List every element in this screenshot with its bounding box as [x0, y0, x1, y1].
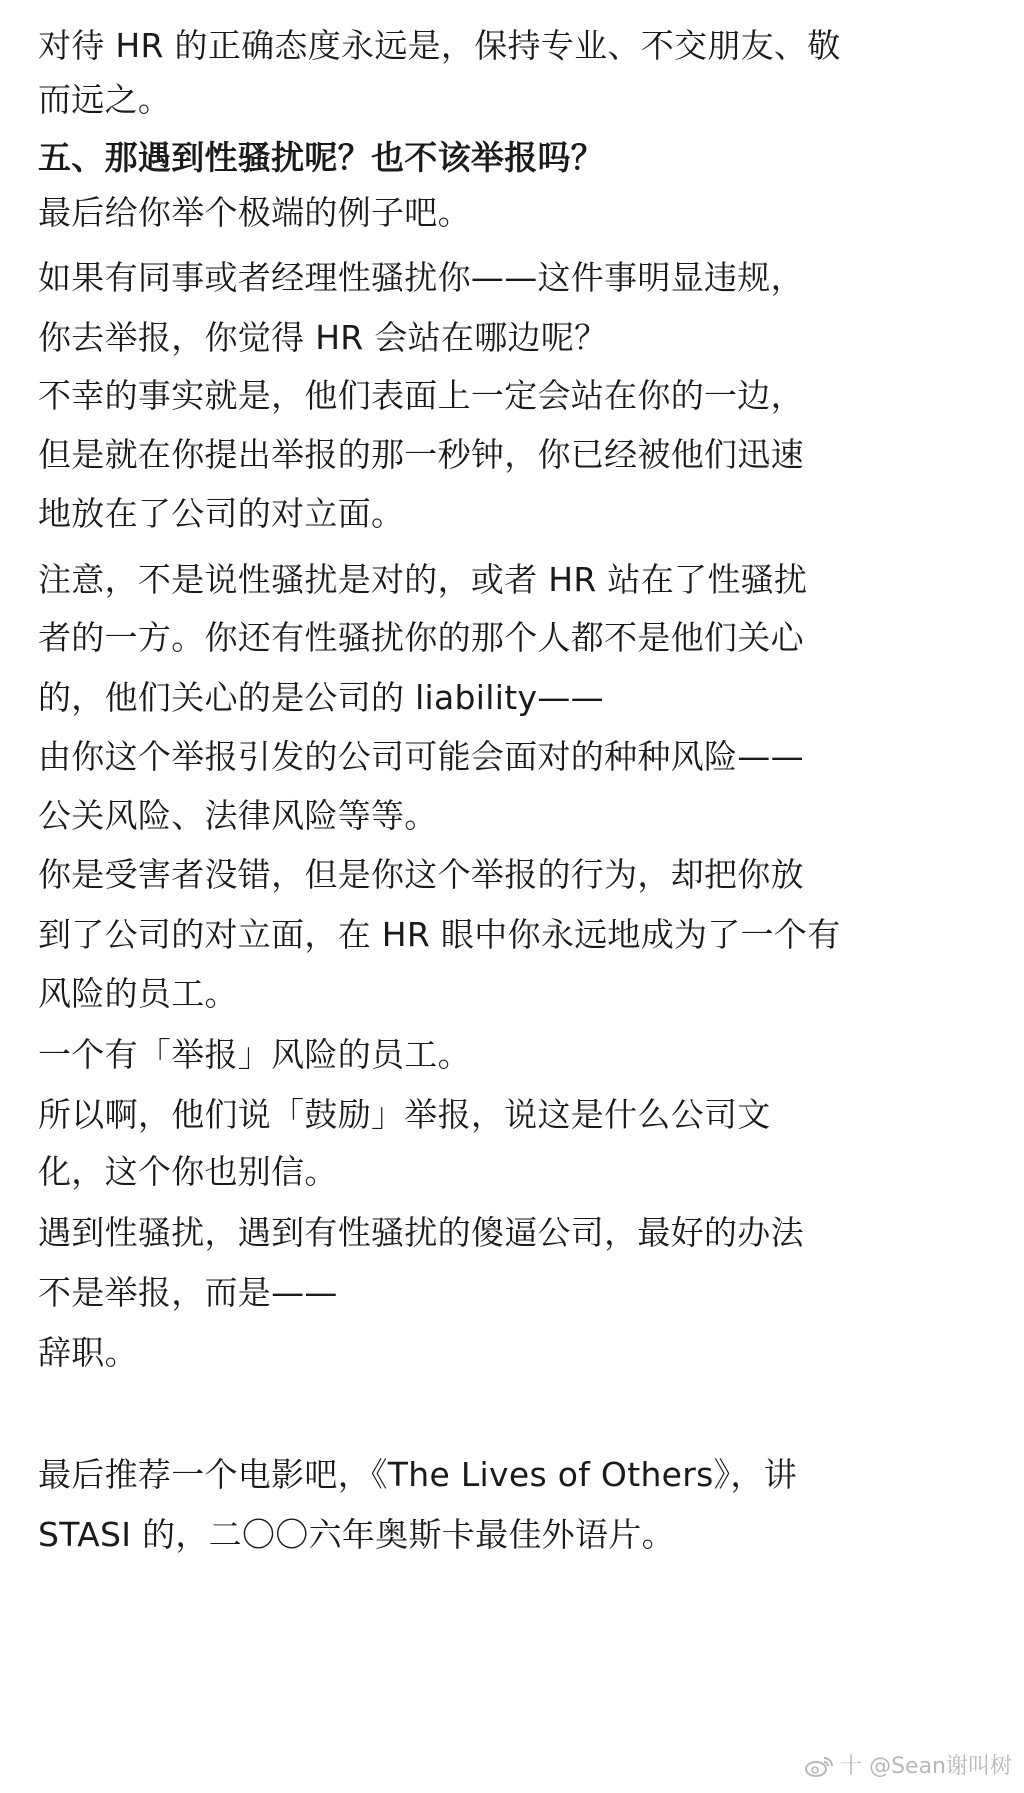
text-line: 一个有「举报」风险的员工。	[38, 1035, 471, 1074]
section-heading: 五、那遇到性骚扰呢？也不该举报吗？	[38, 138, 605, 177]
text-line: 最后给你举个极端的例子吧。	[38, 193, 471, 232]
text-line: 者的一方。你还有性骚扰你的那个人都不是他们关心	[38, 618, 804, 657]
text-line: 风险的员工。	[38, 974, 238, 1013]
text-line: 如果有同事或者经理性骚扰你——这件事明显违规，	[38, 258, 804, 297]
text-line: 地放在了公司的对立面。	[38, 494, 405, 533]
text-line: 遇到性骚扰，遇到有性骚扰的傻逼公司，最好的办法	[38, 1213, 804, 1252]
watermark	[804, 1752, 1012, 1782]
text-line: 最后推荐一个电影吧，《The Lives of Others》，讲	[38, 1455, 798, 1494]
text-line: 到了公司的对立面，在 HR 眼中你永远地成为了一个有	[38, 915, 841, 954]
weibo-logo-icon	[804, 1755, 834, 1779]
text-line: 而远之。	[38, 80, 172, 119]
text-line: 不幸的事实就是，他们表面上一定会站在你的一边，	[38, 376, 804, 415]
text-line: 不是举报，而是——	[38, 1273, 338, 1312]
text-line: 注意，不是说性骚扰是对的，或者 HR 站在了性骚扰	[38, 560, 808, 599]
text-line: STASI 的，二〇〇六年奥斯卡最佳外语片。	[38, 1515, 675, 1554]
text-line: 你去举报，你觉得 HR 会站在哪边呢？	[38, 318, 608, 357]
text-line: 的，他们关心的是公司的 liability——	[38, 678, 604, 717]
text-line: 但是就在你提出举报的那一秒钟，你已经被他们迅速	[38, 435, 804, 474]
text-line: 所以啊，他们说「鼓励」举报，说这是什么公司文	[38, 1095, 771, 1134]
text-line: 由你这个举报引发的公司可能会面对的种种风险——	[38, 737, 804, 776]
text-line: 辞职。	[38, 1333, 138, 1372]
watermark-text: 十 @Sean谢叫树	[840, 1754, 1012, 1779]
text-line: 你是受害者没错，但是你这个举报的行为，却把你放	[38, 855, 804, 894]
text-line: 对待 HR 的正确态度永远是，保持专业、不交朋友、敬	[38, 26, 841, 65]
text-line: 公关风险、法律风险等等。	[38, 796, 438, 835]
text-line: 化，这个你也别信。	[38, 1152, 338, 1191]
